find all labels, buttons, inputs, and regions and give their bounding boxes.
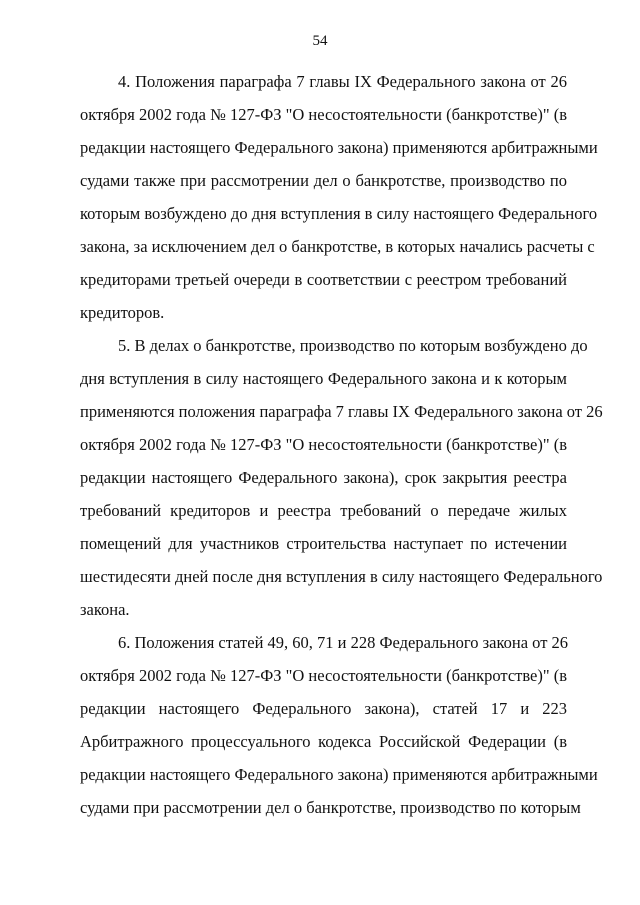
paragraph-4-line-4: судами также при рассмотрении дел о банкротстве, производство по [80,171,567,190]
paragraph-4-line-8: кредиторов. [80,303,165,322]
paragraph-6-line-4: Арбитражного процессуального кодекса Российской Федерации (в [80,732,567,751]
paragraph-4-line-1: 4. Положения параграфа 7 главы IX Федерального закона от 26 [118,72,567,91]
paragraph-4-line-7: кредиторами третьей очереди в соответствии с реестром требований [80,270,567,289]
page-number: 54 [312,33,328,49]
paragraph-6-line-6: судами при рассмотрении дел о банкротстве, производство по которым [80,798,581,817]
paragraph-4-line-5: которым возбуждено до дня вступления в силу настоящего Федерального [80,204,598,223]
paragraph-6-line-5: редакции настоящего Федерального закона) применяются арбитражными [80,765,598,784]
paragraph-5-line-9: закона. [80,600,130,619]
paragraph-4-line-6: закона, за исключением дел о банкротстве, в которых начались расчеты с [80,237,595,256]
paragraph-5-line-8: шестидесяти дней после дня вступления в силу настоящего Федерального [80,567,603,586]
paragraph-5-line-6: требований кредиторов и реестра требований о передаче жилых [80,501,567,520]
paragraph-6-line-2: октября 2002 года № 127-ФЗ "О несостоятельности (банкротстве)" (в [80,666,568,685]
paragraph-5-line-5: редакции настоящего Федерального закона), срок закрытия реестра [80,468,567,487]
paragraph-4-line-3: редакции настоящего Федерального закона) применяются арбитражными [80,138,598,157]
paragraph-5-line-1: 5. В делах о банкротстве, производство по которым возбуждено до [118,336,588,355]
paragraph-4-line-2: октября 2002 года № 127-ФЗ "О несостоятельности (банкротстве)" (в [80,105,568,124]
paragraph-6-line-1: 6. Положения статей 49, 60, 71 и 228 Федерального закона от 26 [118,633,569,652]
paragraph-5-line-3: применяются положения параграфа 7 главы IX Федерального закона от 26 [80,402,603,421]
paragraph-6-line-3: редакции настоящего Федерального закона), статей 17 и 223 [80,699,567,718]
paragraph-5-line-2: дня вступления в силу настоящего Федерального закона и к которым [80,369,567,388]
paragraph-5-line-7: помещений для участников строительства наступает по истечении [80,534,567,553]
paragraph-5-line-4: октября 2002 года № 127-ФЗ "О несостоятельности (банкротстве)" (в [80,435,568,454]
